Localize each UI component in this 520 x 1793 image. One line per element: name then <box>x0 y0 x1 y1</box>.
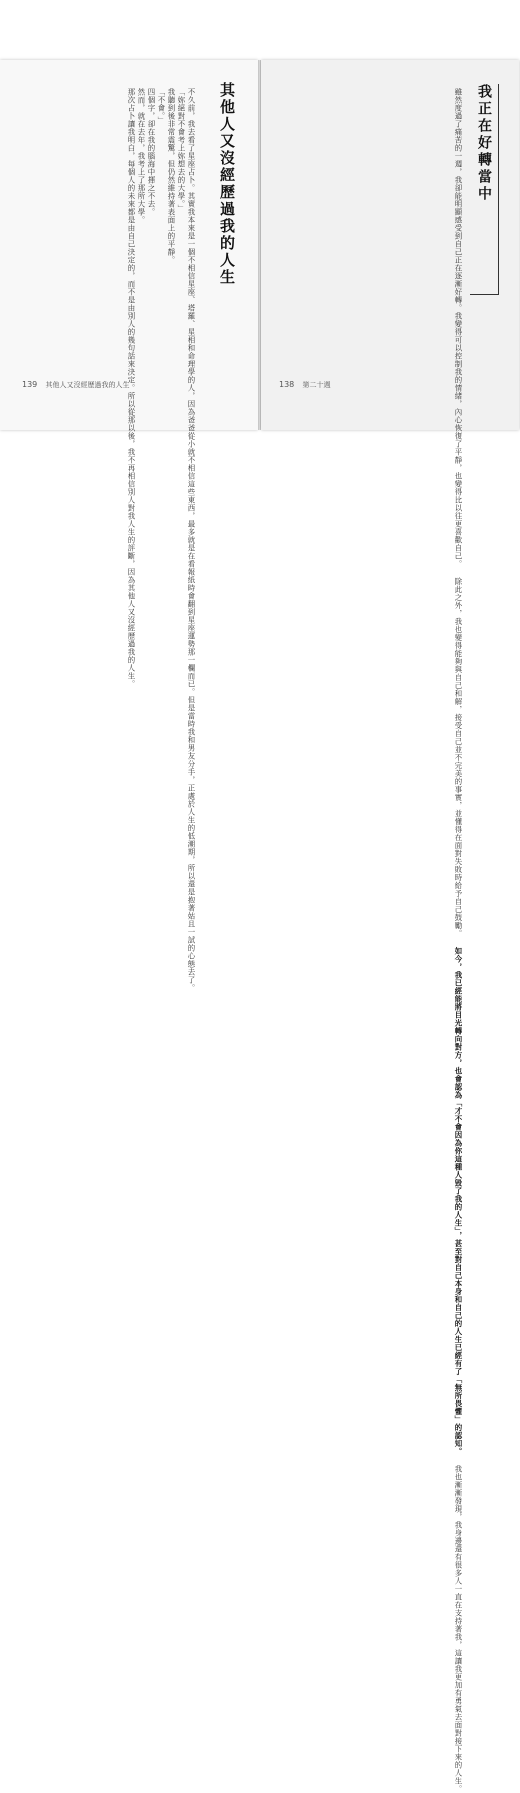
paragraph: 四個字，卻在我的腦海中揮之不去。 <box>147 88 156 216</box>
chapter-title: 我正在好轉當中 <box>476 84 492 203</box>
left-page <box>0 60 258 992</box>
paragraph: 我聽到後非常震驚，但仍然維持著表面上的平靜。 <box>167 88 176 264</box>
emphasized-paragraph: 如今，我已經能將目光轉向對方，也會認為「才不會因為你這種人毀了我的人生」，甚至對自己本身和自己的人生已經有了「無所畏懼」的認知。 <box>454 947 463 1456</box>
paragraph: 「不會。」 <box>157 88 166 125</box>
page-number: 138 <box>279 380 295 389</box>
paragraph: 雖然度過了痛苦的一週，我卻能明顯感受到自己正在逐漸好轉。我變得可以控制我的情緒，內心恢復了平靜，也變得比以往更喜歡自己。 <box>454 88 463 568</box>
chapter-title: 其他人又沒經歷過我的人生 <box>218 82 236 286</box>
paragraph: 那次占卜讓我明白，每個人的未來都是由自己決定的，而不是由別人的幾句話來決定。所以從那以後，我不再相信別人對我人生的評斷，因為其他人又沒經歷過我的人生。 <box>127 88 136 688</box>
page-footer <box>279 380 331 390</box>
running-title: 第二十週 <box>302 381 331 389</box>
paragraph: 我也漸漸發現，我身邊還有很多人一直在支持著我，這讓我更加有勇氣去面對接下來的人生。 <box>454 1465 463 1793</box>
page-number: 139 <box>22 380 38 389</box>
title-frame <box>470 84 499 295</box>
paragraph: 「妳絕對不會考上妳想去的大學。」 <box>177 88 186 213</box>
running-title: 其他人又沒經歷過我的人生 <box>45 381 130 389</box>
right-page <box>261 60 519 1793</box>
paragraph: 然而，就在去年，我考上了那所大學。 <box>137 88 146 224</box>
paragraph: 除此之外，我也變得能夠與自己和解，接受自己並不完美的事實，並懂得在面對失敗時給予自己鼓勵。 <box>454 577 463 938</box>
page-footer <box>22 380 130 390</box>
left-page-body <box>46 88 196 992</box>
paragraph: 不久前，我去看了星座占卜。其實我本來是一個不相信星座、塔羅、星相和命理學的人，因為爸爸從小就不相信這些東西，最多就是在看報紙時會翻到星座運勢那一欄而已。但是當時我和男友分手，正處於人生的低潮期，所以還是抱著姑且一試的心態去了。 <box>187 88 196 992</box>
